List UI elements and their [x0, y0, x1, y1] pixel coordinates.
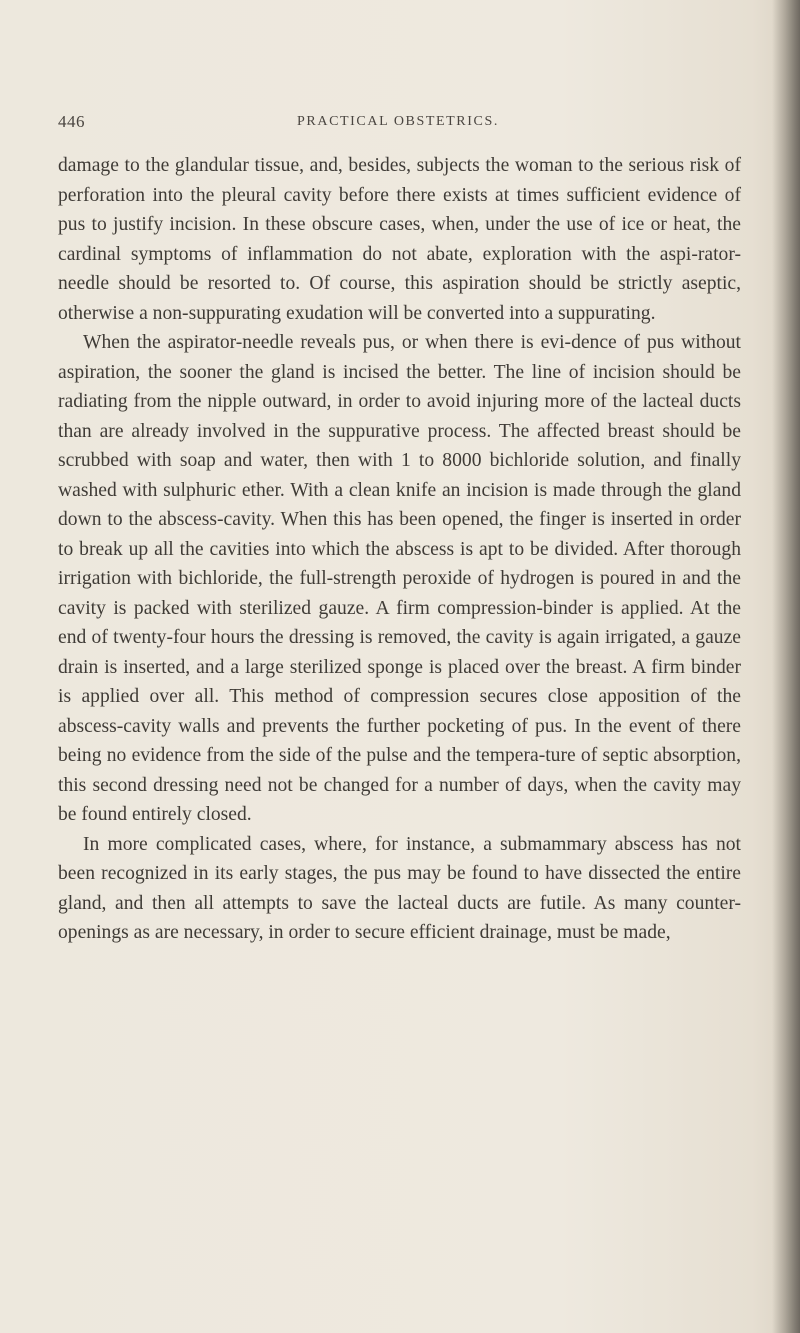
page-number: 446: [58, 112, 85, 131]
page-gutter-shadow: [772, 0, 800, 1333]
paragraph-continued: damage to the glandular tissue, and, besides, subjects the woman to the serious risk of perforation into the pleural cavity before there exists at times sufficient evidence of pus to justify incision. In these obscure cases, when, under the use of ice or heat, the cardinal symptoms of inflammation do not abate, exploration with the aspi-rator-needle should be resorted to. Of course, this aspiration should be strictly aseptic, otherwise a non-suppurating exudation will be converted into a suppurating.: [58, 155, 741, 324]
paragraph-complicated-cases: In more complicated cases, where, for instance, a submammary abscess has not been recognized in its early stages, the pus may be found to have dissected the entire gland, and then all attempts to save the lacteal ducts are futile. As many counter-openings as are necessary, in order to secure efficient drainage, must be made,: [58, 833, 741, 943]
running-head: PRACTICAL OBSTETRICS.: [297, 114, 499, 129]
page-header: [58, 112, 738, 136]
paragraph-incision: When the aspirator-needle reveals pus, or when there is evi-dence of pus without aspiration, the sooner the gland is incised the better. The line of incision should be radiating from the nipple outward, in order to avoid injuring more of the lacteal ducts than are already involved in the suppurative process. The affected breast should be scrubbed with soap and water, then with 1 to 8000 bichloride solution, and finally washed with sulphuric ether. With a clean knife an incision is made through the gland down to the abscess-cavity. When this has been opened, the finger is inserted in order to break up all the cavities into which the abscess is apt to be divided. After thorough irrigation with bichloride, the full-strength peroxide of hydrogen is poured in and the cavity is packed with sterilized gauze. A firm compression-binder is applied. At the end of twenty-four hours the dressing is removed, the cavity is again irrigated, a gauze drain is inserted, and a large sterilized sponge is placed over the breast. A firm binder is applied over all. This method of compression secures close apposition of the abscess-cavity walls and prevents the further pocketing of pus. In the event of there being no evidence from the side of the pulse and the tempera-ture of septic absorption, this second dressing need not be changed for a number of days, when the cavity may be found entirely closed.: [58, 332, 741, 825]
body-text: [58, 151, 741, 948]
